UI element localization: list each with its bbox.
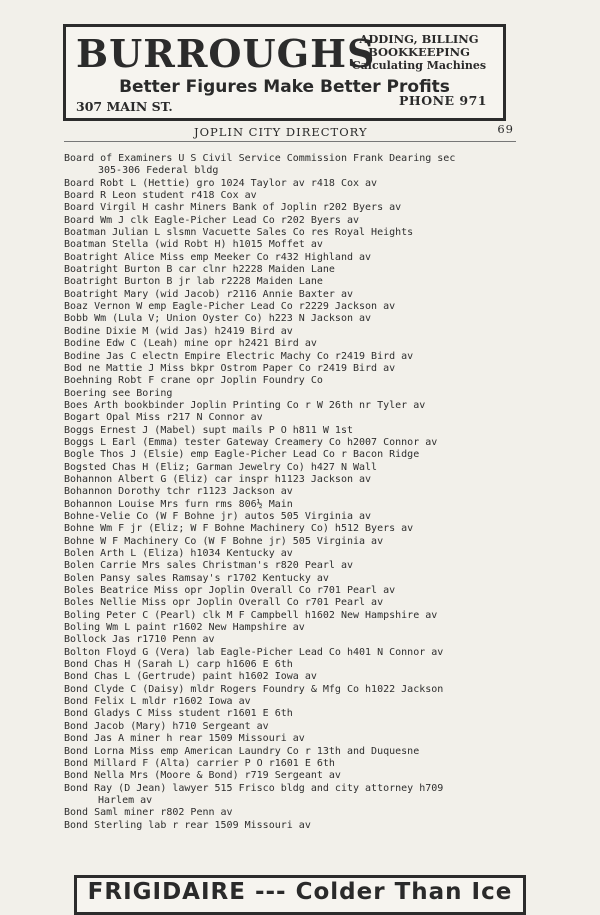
directory-entry bbox=[64, 363, 524, 375]
entry-text: Bolton Floyd G (Vera) lab Eagle-Picher Lead Co h401 N Connor av bbox=[64, 646, 444, 658]
directory-entry bbox=[64, 696, 524, 708]
entry-text: Bodine Dixie M (wid Jas) h2419 Bird av bbox=[64, 325, 293, 337]
entry-text: Bond Chas H (Sarah L) carp h1606 E 6th bbox=[64, 659, 293, 671]
directory-entry bbox=[64, 400, 524, 412]
directory-entry bbox=[64, 313, 524, 325]
directory-entry bbox=[64, 783, 524, 808]
entry-text: Boatright Burton B jr lab r2228 Maiden Lane bbox=[64, 276, 323, 288]
directory-entry bbox=[64, 733, 524, 745]
entry-text: Bond Gladys C Miss student r1601 E 6th bbox=[64, 708, 293, 720]
entry-text: Board Wm J clk Eagle-Picher Lead Co r202 Byers av bbox=[64, 214, 360, 226]
directory-entry bbox=[64, 536, 524, 548]
directory-entry bbox=[64, 252, 524, 264]
entry-text: Bond Chas L (Gertrude) paint h1602 Iowa av bbox=[64, 671, 317, 683]
entry-text: Boes Arth bookbinder Joplin Printing Co r W 26th nr Tyler av bbox=[64, 399, 426, 411]
directory-title: JOPLIN CITY DIRECTORY bbox=[194, 125, 368, 139]
directory-entry bbox=[64, 548, 524, 560]
entry-text: Bohannon Dorothy tchr r1123 Jackson av bbox=[64, 486, 293, 498]
directory-entry bbox=[64, 511, 524, 523]
directory-entry bbox=[64, 388, 524, 400]
entry-text: Board R Leon student r418 Cox av bbox=[64, 190, 257, 202]
entry-text: Boatright Burton B car clnr h2228 Maiden Lane bbox=[64, 264, 335, 276]
entry-text: Boatright Alice Miss emp Meeker Co r432 Highland av bbox=[64, 251, 372, 263]
directory-entry bbox=[64, 338, 524, 350]
directory-entry bbox=[64, 820, 524, 832]
ad-service-line: Calculating Machines bbox=[351, 59, 487, 72]
directory-entry bbox=[64, 770, 524, 782]
entry-text: Bond Lorna Miss emp American Laundry Co r 13th and Duquesne bbox=[64, 745, 420, 757]
directory-entry bbox=[64, 215, 524, 227]
page-header bbox=[64, 124, 516, 142]
entry-text: Bogsted Chas H (Eliz; Garman Jewelry Co) h427 N Wall bbox=[64, 461, 378, 473]
entry-text: Bolen Arth L (Eliza) h1034 Kentucky av bbox=[64, 548, 293, 559]
entry-text: Bohannon Louise Mrs furn rms 806½ Main bbox=[64, 498, 293, 510]
directory-entry bbox=[64, 264, 524, 276]
entry-text: Bohannon Albert G (Eliz) car inspr h1123 Jackson av bbox=[64, 473, 372, 485]
directory-entry bbox=[64, 202, 524, 214]
directory-entry bbox=[64, 610, 524, 622]
directory-entry bbox=[64, 474, 524, 486]
entry-text: Board Virgil H cashr Miners Bank of Joplin r202 Byers av bbox=[64, 202, 402, 214]
entry-text: Bodine Jas C electn Empire Electric Machy Co r2419 Bird av bbox=[64, 350, 414, 362]
directory-entry bbox=[64, 326, 524, 338]
directory-entry bbox=[64, 412, 524, 424]
entry-text: Bond Sterling lab r rear 1509 Missouri av bbox=[64, 819, 311, 831]
directory-entry bbox=[64, 375, 524, 387]
ad-service-line: BOOKKEEPING bbox=[368, 45, 470, 59]
entry-text: Bond Clyde C (Daisy) mldr Rogers Foundry & Mfg Co h1022 Jackson bbox=[64, 683, 444, 695]
directory-entry bbox=[64, 462, 524, 474]
directory-entry bbox=[64, 585, 524, 597]
entry-text: Bogle Thos J (Elsie) emp Eagle-Picher Lead Co r Bacon Ridge bbox=[64, 449, 420, 461]
entry-text: Bond Felix L mldr r1602 Iowa av bbox=[64, 696, 251, 708]
directory-entry bbox=[64, 190, 524, 202]
entry-text: Bodine Edw C (Leah) mine opr h2421 Bird av bbox=[64, 338, 317, 350]
entry-text: Boatright Mary (wid Jacob) r2116 Annie Baxter av bbox=[64, 288, 353, 300]
ad-service-line: ADDING, BILLING bbox=[359, 32, 479, 46]
directory-entry bbox=[64, 671, 524, 683]
ad-services bbox=[349, 33, 489, 72]
directory-entry bbox=[64, 289, 524, 301]
entry-text: Bond Nella Mrs (Moore & Bond) r719 Sergeant av bbox=[64, 770, 341, 782]
entry-text: Bond Jacob (Mary) h710 Sergeant av bbox=[64, 720, 269, 732]
entry-text: Boling Peter C (Pearl) clk M F Campbell h1602 New Hampshire av bbox=[64, 609, 438, 621]
ad-address: 307 MAIN ST. bbox=[76, 99, 173, 114]
entry-text: Boehning Robt F crane opr Joplin Foundry Co bbox=[64, 375, 323, 387]
entry-text: Boering see Boring bbox=[64, 387, 173, 399]
frigidaire-advertisement bbox=[74, 875, 526, 915]
directory-entry bbox=[64, 276, 524, 288]
directory-entry bbox=[64, 499, 524, 511]
entry-text: Bond Ray (D Jean) lawyer 515 Frisco bldg and city attorney h709 bbox=[64, 782, 444, 794]
directory-entry bbox=[64, 437, 524, 449]
directory-entry bbox=[64, 721, 524, 733]
directory-entry bbox=[64, 573, 524, 585]
entry-text: Boles Nellie Miss opr Joplin Overall Co r701 Pearl av bbox=[64, 597, 384, 609]
entry-text: Board of Examiners U S Civil Service Commission Frank Dearing sec bbox=[64, 153, 456, 164]
entry-text: Boling Wm L paint r1602 New Hampshire av bbox=[64, 622, 305, 634]
directory-entry bbox=[64, 758, 524, 770]
directory-entry bbox=[64, 807, 524, 819]
entry-text: Boles Beatrice Miss opr Joplin Overall Co r701 Pearl av bbox=[64, 585, 396, 597]
entry-text: Bohne W F Machinery Co (W F Bohne jr) 505 Virginia av bbox=[64, 535, 384, 547]
page-number: 69 bbox=[497, 122, 514, 136]
entry-text: Bond Saml miner r802 Penn av bbox=[64, 807, 233, 819]
entry-text: Bond Millard F (Alta) carrier P O r1601 E 6th bbox=[64, 757, 335, 769]
directory-entry bbox=[64, 684, 524, 696]
entry-text: Bollock Jas r1710 Penn av bbox=[64, 634, 215, 646]
entry-text: Bolen Pansy sales Ramsay's r1702 Kentucky av bbox=[64, 572, 329, 584]
directory-entry bbox=[64, 301, 524, 313]
directory-entry bbox=[64, 634, 524, 646]
entry-text: Boatman Stella (wid Robt H) h1015 Moffet av bbox=[64, 239, 323, 251]
directory-entry bbox=[64, 486, 524, 498]
directory-entry bbox=[64, 560, 524, 572]
directory-entry bbox=[64, 178, 524, 190]
frigidaire-ad-text: FRIGIDAIRE --- Colder Than Ice bbox=[87, 879, 513, 905]
directory-entry bbox=[64, 622, 524, 634]
directory-entry bbox=[64, 351, 524, 363]
entry-text: Bogart Opal Miss r217 N Connor av bbox=[64, 412, 263, 424]
entry-text: Bolen Carrie Mrs sales Christman's r820 Pearl av bbox=[64, 560, 353, 572]
entry-text: Board Robt L (Hettie) gro 1024 Taylor av r418 Cox av bbox=[64, 177, 378, 189]
entry-text: Bobb Wm (Lula V; Union Oyster Co) h223 N Jackson av bbox=[64, 313, 372, 325]
directory-entry bbox=[64, 523, 524, 535]
entry-text: Bohne-Velie Co (W F Bohne jr) autos 505 Virginia av bbox=[64, 510, 372, 522]
directory-entry bbox=[64, 239, 524, 251]
directory-entry bbox=[64, 659, 524, 671]
directory-listing bbox=[64, 153, 524, 832]
entry-continuation: 305-306 Federal bldg bbox=[98, 165, 219, 177]
entry-text: Bohne Wm F jr (Eliz; W F Bohne Machinery Co) h512 Byers av bbox=[64, 523, 414, 535]
entry-text: Boaz Vernon W emp Eagle-Picher Lead Co r2229 Jackson av bbox=[64, 301, 396, 313]
entry-text: Bod ne Mattie J Miss bkpr Ostrom Paper Co r2419 Bird av bbox=[64, 362, 396, 374]
ad-brand-name: BURROUGHS bbox=[76, 31, 376, 76]
directory-entry bbox=[64, 746, 524, 758]
entry-text: Boggs Ernest J (Mabel) supt mails P O h811 W 1st bbox=[64, 424, 353, 436]
ad-slogan: Better Figures Make Better Profits bbox=[119, 77, 450, 97]
entry-continuation: Harlem av bbox=[98, 794, 153, 806]
entry-text: Boatman Julian L slsmn Vacuette Sales Co res Royal Heights bbox=[64, 227, 414, 239]
directory-entry bbox=[64, 708, 524, 720]
directory-entry bbox=[64, 449, 524, 461]
directory-entry bbox=[64, 153, 524, 178]
burroughs-advertisement bbox=[63, 24, 506, 121]
entry-text: Boggs L Earl (Emma) tester Gateway Creamery Co h2007 Connor av bbox=[64, 436, 438, 448]
directory-entry bbox=[64, 597, 524, 609]
entry-text: Bond Jas A miner h rear 1509 Missouri av bbox=[64, 733, 305, 745]
directory-entry bbox=[64, 647, 524, 659]
directory-entry bbox=[64, 425, 524, 437]
directory-entry bbox=[64, 227, 524, 239]
ad-phone: PHONE 971 bbox=[399, 93, 487, 108]
